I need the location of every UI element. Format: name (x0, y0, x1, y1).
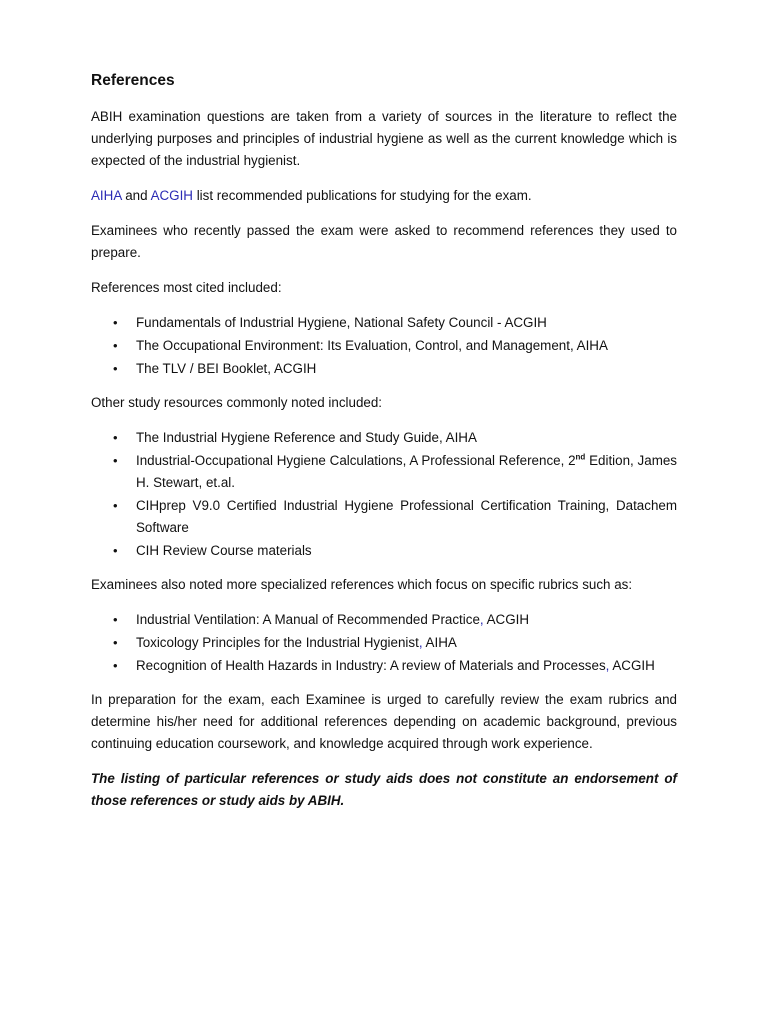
bullet-icon: • (113, 498, 118, 513)
other-resources-list (91, 427, 677, 562)
page-title: References (91, 72, 175, 89)
list-item-org: ACGIH (609, 658, 655, 673)
bullet-icon: • (113, 361, 118, 376)
specialized-list (91, 609, 677, 677)
bullet-icon: • (113, 635, 118, 650)
bullet-icon: • (113, 543, 118, 558)
list-item-org: ACGIH (483, 612, 530, 627)
bullet-icon: • (113, 315, 118, 330)
list-item-text: The TLV / BEI Booklet, ACGIH (136, 361, 317, 376)
orgs-and-text: and (121, 188, 151, 203)
intro-paragraph: ABIH examination questions are taken from a variety of sources in the literature to reflect the underlying purposes and principles of industrial hygiene as well as the current knowledge which is expected of the industrial hygienist. (91, 109, 677, 168)
list-item-separator: , (418, 635, 423, 650)
list-item-title: Recognition of Health Hazards in Industry: A review of Materials and Processes (136, 658, 606, 673)
list-item (91, 655, 677, 677)
most-cited-list (91, 312, 677, 380)
bullet-icon: • (113, 430, 118, 445)
list-item-text: The Occupational Environment: Its Evaluation, Control, and Management, AIHA (136, 338, 608, 353)
acgih-link[interactable]: ACGIH (150, 188, 193, 203)
list-item-text: The Industrial Hygiene Reference and Study Guide, AIHA (136, 430, 477, 445)
list-item-text: Fundamentals of Industrial Hygiene, National Safety Council - ACGIH (136, 315, 547, 330)
orgs-paragraph (91, 185, 677, 207)
list-item (91, 632, 677, 654)
list-item (91, 540, 677, 562)
list-item-text-cont: Edition, James H. Stewart, et.al. (136, 453, 677, 490)
list-item-separator: , (479, 612, 484, 627)
list-item (91, 495, 677, 539)
disclaimer-paragraph: The listing of particular references or study aids does not constitute an endorsement of those references or study aids by ABIH. (91, 771, 677, 808)
list-item (91, 450, 677, 494)
list-item-text: Industrial-Occupational Hygiene Calculations, A Professional Reference, 2 (136, 453, 576, 468)
list-item-text: CIHprep V9.0 Certified Industrial Hygiene Professional Certification Training, Datachem Software (136, 498, 677, 535)
other-resources-label: Other study resources commonly noted included: (91, 395, 383, 410)
bullet-icon: • (113, 338, 118, 353)
list-item (91, 312, 677, 334)
aiha-link[interactable]: AIHA (91, 188, 122, 203)
bullet-icon: • (113, 453, 118, 468)
list-item (91, 335, 677, 357)
list-item (91, 427, 677, 449)
list-item-org: AIHA (422, 635, 457, 650)
list-item-title: Industrial Ventilation: A Manual of Recommended Practice (136, 612, 480, 627)
list-item (91, 609, 677, 631)
orgs-rest-text: list recommended publications for studying for the exam. (192, 188, 532, 203)
list-item-text: CIH Review Course materials (136, 543, 312, 558)
specialized-label: Examinees also noted more specialized references which focus on specific rubrics such as: (91, 577, 633, 592)
list-item-title: Toxicology Principles for the Industrial Hygienist (136, 635, 419, 650)
preparation-paragraph: In preparation for the exam, each Examinee is urged to carefully review the exam rubrics and determine his/her need for additional references depending on academic background, previous continuing education coursework, and knowledge acquired through work experience. (91, 692, 677, 751)
most-cited-label: References most cited included: (91, 280, 282, 295)
list-item (91, 358, 677, 380)
ordinal-superscript: nd (575, 452, 586, 462)
bullet-icon: • (113, 612, 118, 627)
list-item-separator: , (605, 658, 610, 673)
examinees-paragraph: Examinees who recently passed the exam were asked to recommend references they used to prepare. (91, 223, 677, 260)
bullet-icon: • (113, 658, 118, 673)
